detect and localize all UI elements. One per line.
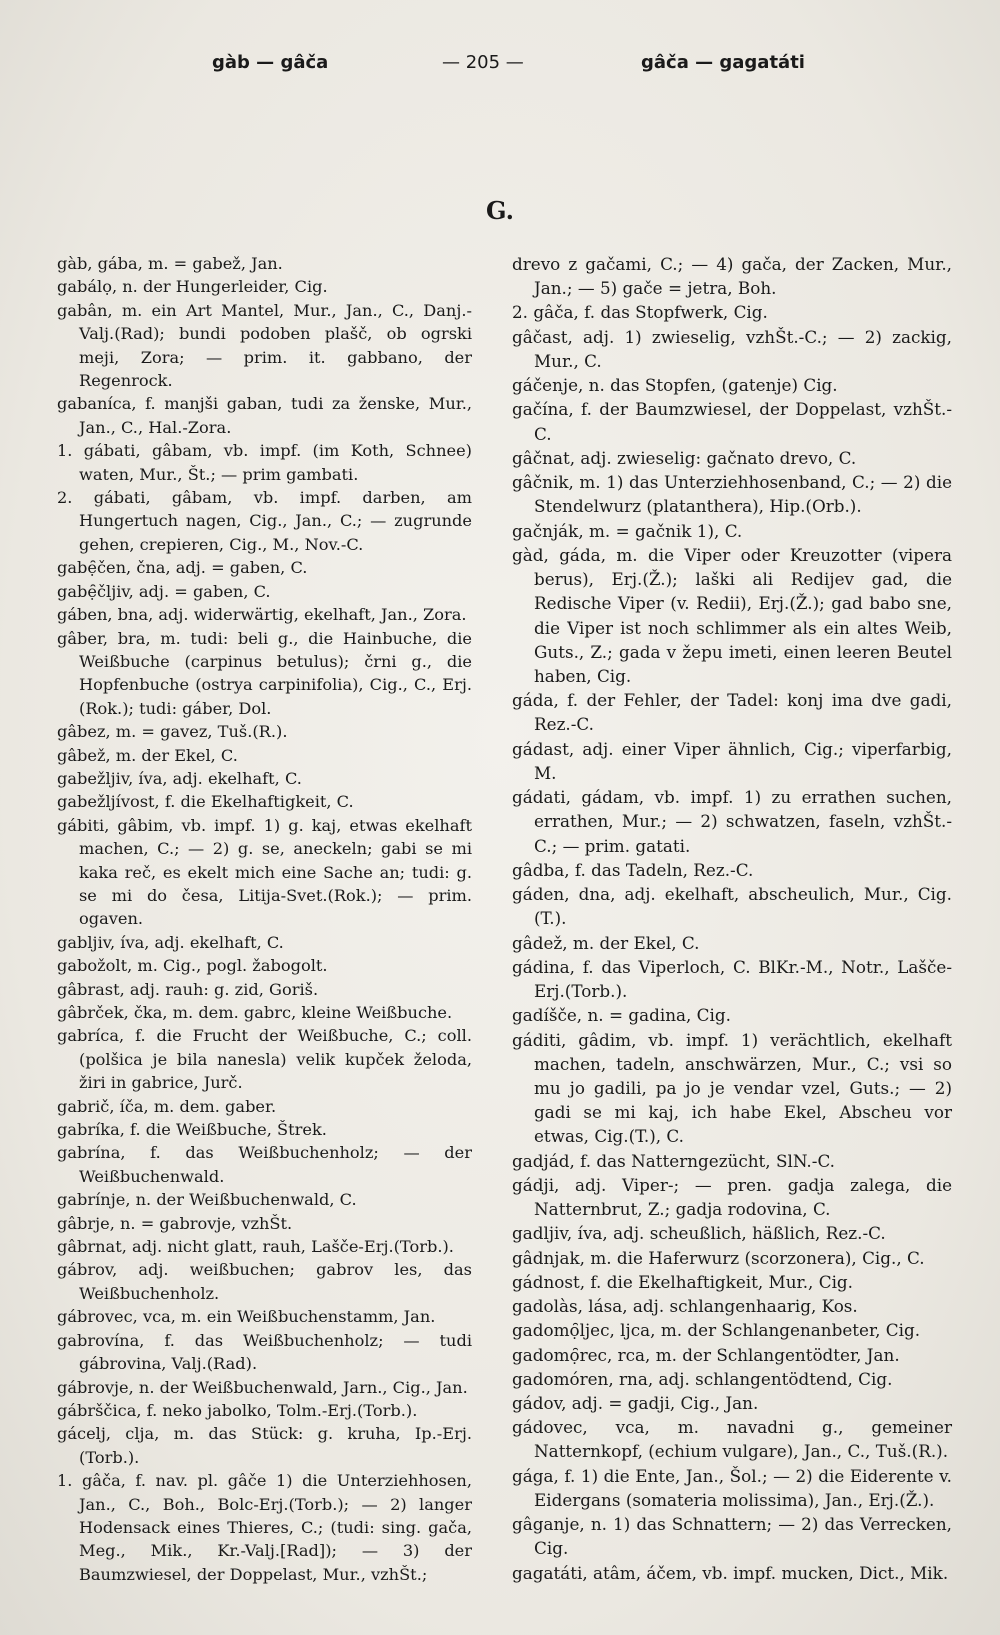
dictionary-entry: gadomọ̑rec, rca, m. der Schlangentödter, Jan. [512, 1344, 900, 1365]
dictionary-entry: gâdež, m. der Ekel, C. [512, 932, 700, 953]
dictionary-entry: 2. gâča, f. das Stopfwerk, Cig. [512, 302, 768, 323]
header-right-guide-words: gâča — gagatáti [641, 52, 805, 73]
dictionary-entry: gáditi, gâdim, vb. impf. 1) verächtlich, ekelhaft machen, tadeln, anschwärzen, Mur., C.; vsi so mu jo gadili, pa jo je vendar vzel, Guts.; — 2) gadi se mi kaj, ich habe Ekel, Abscheu vor etwas, Cig.(T.), C. [512, 1029, 952, 1147]
dictionary-entry: 1. gâča, f. nav. pl. gâče 1) die Unterziehhosen, Jan., C., Boh., Bolc-Erj.(Torb.); — 2) langer Hodensack eines Thieres, C.; (tudi: sing. gača, Meg., Mik., Kr.-Valj.[Rad]); — 3) der Baumzwiesel, der Doppelast, Mur., vzhŠt.; [57, 1471, 472, 1584]
dictionary-entry: gabálọ, n. der Hungerleider, Cig. [57, 277, 328, 297]
dictionary-entry: gâbrnat, adj. nicht glatt, rauh, Lašče-Erj.(Torb.). [57, 1237, 454, 1257]
dictionary-entry: gáden, dna, adj. ekelhaft, abscheulich, Mur., Cig. (T.). [512, 884, 952, 929]
right-column [512, 252, 952, 1585]
dictionary-entry: gabân, m. ein Art Mantel, Mur., Jan., C., Danj.-Valj.(Rad); bundi podoben plašč, ob ogrski meji, Zora; — prim. it. gabbano, der Regenrock. [57, 300, 472, 391]
dictionary-entry: gâbrček, čka, m. dem. gabrc, kleine Weißbuche. [57, 1003, 453, 1022]
dictionary-entry: gàb, gába, m. = gabež, Jan. [57, 254, 283, 273]
dictionary-entry: gabljiv, íva, adj. ekelhaft, C. [57, 932, 284, 952]
dictionary-entry: gáčenje, n. das Stopfen, (gatenje) Cig. [512, 375, 838, 396]
page-number: — 205 — [442, 52, 524, 73]
dictionary-entry: gâdnjak, m. die Haferwurz (scorzonera), Cig., C. [512, 1247, 925, 1268]
dictionary-entry: gâbrast, adj. rauh: g. zid, Goriš. [57, 979, 319, 999]
dictionary-entry: gábrovec, vca, m. ein Weißbuchenstamm, Jan. [57, 1307, 436, 1327]
dictionary-entry: gâbez, m. = gavez, Tuš.(R.). [57, 722, 288, 742]
dictionary-entry: gadomóren, rna, adj. schlangentödtend, Cig. [512, 1368, 893, 1389]
page-header [0, 52, 1000, 88]
dictionary-entry: gabríca, f. die Frucht der Weißbuche, C.; coll. (polšica je bila nanesla) velik kupček želoda, žiri in gabrice, Jurč. [57, 1026, 472, 1093]
dictionary-entry: gâber, bra, m. tudi: beli g., die Hainbuche, die Weißbuche (carpinus betulus); črni g., die Hopfenbuche (ostrya carpinifolia), Cig., C., Erj.(Rok.); tudi: gáber, Dol. [57, 628, 472, 718]
dictionary-entry: gáda, f. der Fehler, der Tadel: konj ima dve gadi, Rez.-C. [512, 690, 952, 735]
dictionary-entry: gâčnat, adj. zwieselig: gačnato drevo, C. [512, 447, 857, 468]
dictionary-entry: gádina, f. das Viperloch, C. BlKr.-M., Notr., Lašče-Erj.(Torb.). [512, 956, 952, 1002]
dictionary-entry: gága, f. 1) die Ente, Jan., Šol.; — 2) die Eiderente v. Eidergans (somateria molissima), Jan., Erj.(Ž.). [512, 1465, 952, 1510]
dictionary-entry: gádovec, vca, m. navadni g., gemeiner Natternkopf, (echium vulgare), Jan., C., Tuš.(R.). [512, 1417, 952, 1462]
dictionary-entry: gadíšče, n. = gadina, Cig. [512, 1005, 731, 1026]
dictionary-entry: gabrič, íča, m. dem. gaber. [57, 1096, 277, 1116]
dictionary-entry: gábrovje, n. der Weißbuchenwald, Jarn., Cig., Jan. [57, 1377, 468, 1397]
dictionary-entry: gadolàs, lása, adj. schlangenhaarig, Kos. [512, 1296, 858, 1317]
dictionary-entry: gâčast, adj. 1) zwieselig, vzhŠt.-C.; — 2) zackig, Mur., C. [512, 326, 952, 371]
dictionary-entry: gabrovína, f. das Weißbuchenholz; — tudi gábrovina, Valj.(Rad). [57, 1330, 472, 1374]
dictionary-entry: gâdba, f. das Tadeln, Rez.-C. [512, 859, 754, 880]
dictionary-entry: gâčnik, m. 1) das Unterziehhosenband, C.; — 2) die Stendelwurz (platanthera), Hip.(Orb.). [512, 472, 952, 517]
dictionary-entry: gábrov, adj. weißbuchen; gabrov les, das Weißbuchenholz. [57, 1260, 472, 1303]
left-column [57, 252, 472, 1586]
dictionary-entry: gácelj, clja, m. das Stück: g. kruha, Ip.-Erj. (Torb.). [57, 1424, 472, 1467]
dictionary-entry: gabežljívost, f. die Ekelhaftigkeit, C. [57, 792, 354, 812]
dictionary-entry: gâganje, n. 1) das Schnattern; — 2) das Verrecken, Cig. [512, 1514, 952, 1559]
dictionary-entry: gabrínje, n. der Weißbuchenwald, C. [57, 1190, 357, 1210]
dictionary-entry: gâbež, m. der Ekel, C. [57, 745, 238, 765]
dictionary-entry: gáben, bna, adj. widerwärtig, ekelhaft, Jan., Zora. [57, 605, 467, 625]
dictionary-entry: drevo z gačami, C.; — 4) gača, der Zacken, Mur., Jan.; — 5) gače = jetra, Boh. [512, 254, 952, 299]
dictionary-entry: 2. gábati, gâbam, vb. impf. darben, am Hungertuch nagen, Cig., Jan., C.; — zugrunde gehen, crepieren, Cig., M., Nov.-C. [57, 488, 472, 554]
dictionary-entry: gádati, gádam, vb. impf. 1) zu errathen suchen, errathen, Mur.; — 2) schwatzen, faseln, vzhŠt.-C.; — prim. gatati. [512, 787, 952, 856]
dictionary-entry: gačnják, m. = gačnik 1), C. [512, 520, 743, 541]
dictionary-entry: gâbrje, n. = gabrovje, vzhŠt. [57, 1213, 293, 1233]
dictionary-entry: gabožolt, m. Cig., pogl. žabogolt. [57, 956, 328, 976]
dictionary-entry: gabẹ̑čen, čna, adj. = gaben, C. [57, 558, 308, 578]
section-letter: G. [486, 196, 514, 225]
dictionary-entry: gadjád, f. das Natterngezücht, SlN.-C. [512, 1150, 836, 1171]
dictionary-entry: gádast, adj. einer Viper ähnlich, Cig.; viperfarbig, M. [512, 738, 952, 783]
dictionary-entry: gačína, f. der Baumzwiesel, der Doppelast, vzhŠt.-C. [512, 399, 952, 444]
dictionary-entry: gadljiv, íva, adj. scheußlich, häßlich, Rez.-C. [512, 1223, 886, 1244]
dictionary-entry: gabrína, f. das Weißbuchenholz; — der Weißbuchenwald. [57, 1143, 472, 1186]
header-left-guide-words: gàb — gâča [212, 52, 329, 73]
dictionary-entry: 1. gábati, gâbam, vb. impf. (im Koth, Schnee) waten, Mur., Št.; — prim gambati. [57, 441, 472, 484]
dictionary-entry: gabríka, f. die Weißbuche, Štrek. [57, 1120, 327, 1140]
dictionary-entry: gabaníca, f. manjši gaban, tudi za ženske, Mur., Jan., C., Hal.-Zora. [57, 394, 472, 437]
dictionary-entry: gagatáti, atâm, áčem, vb. impf. mucken, Dict., Mik. [512, 1562, 949, 1583]
dictionary-entry: gàd, gáda, m. die Viper oder Kreuzotter (vipera berus), Erj.(Ž.); laški ali Redijev gad, die Redische Viper (v. Redii), Erj.(Ž.); gad babo sne, die Viper ist noch schlimmer als ein altes Weib, Guts., Z.; gada v žepu imeti, einen leeren Beutel haben, Cig. [512, 544, 952, 686]
dictionary-entry: gadomọ̑ljec, ljca, m. der Schlangenanbeter, Cig. [512, 1320, 921, 1341]
dictionary-entry: gádov, adj. = gadji, Cig., Jan. [512, 1393, 759, 1414]
dictionary-entry: gádnost, f. die Ekelhaftigkeit, Mur., Cig. [512, 1271, 854, 1292]
dictionary-entry: gabẹ̑čljiv, adj. = gaben, C. [57, 581, 271, 601]
dictionary-entry: gádji, adj. Viper-; — pren. gadja zalega, die Natternbrut, Z.; gadja rodovina, C. [512, 1174, 952, 1220]
dictionary-entry: gábiti, gâbim, vb. impf. 1) g. kaj, etwas ekelhaft machen, C.; — 2) g. se, aneckeln; gabi se mi kaka reč, es ekelt mich eine Sache an; tudi: g. se mi do česa, Litija-Svet.(Rok.); — prim. ogaven. [57, 815, 472, 929]
dictionary-entry: gábrščica, f. neko jabolko, Tolm.-Erj.(Torb.). [57, 1400, 418, 1420]
dictionary-entry: gabežljiv, íva, adj. ekelhaft, C. [57, 768, 302, 788]
